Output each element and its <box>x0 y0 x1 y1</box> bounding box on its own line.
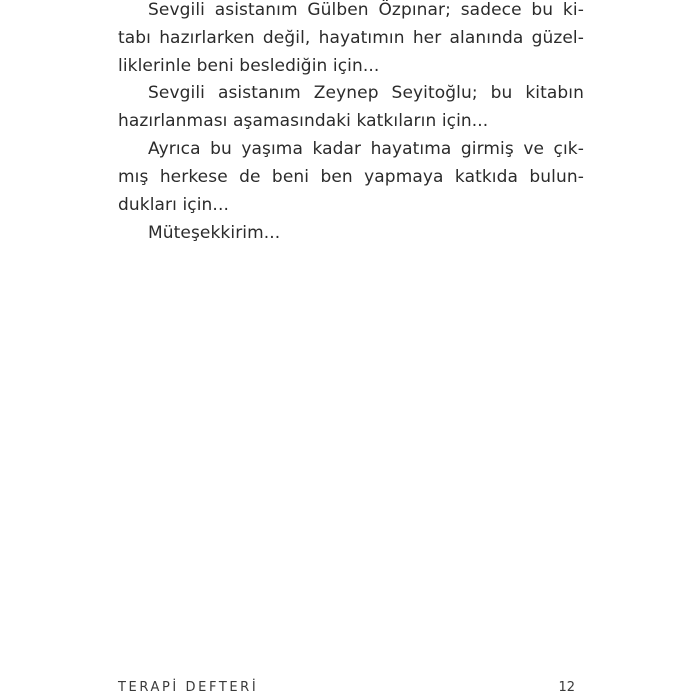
word: değil, <box>262 28 311 48</box>
word: alanında <box>449 28 524 48</box>
word: Gülben <box>307 0 369 20</box>
word: hazırlarken <box>159 28 255 48</box>
word: Zeynep <box>313 83 379 103</box>
word: çık- <box>553 139 584 159</box>
word: katkıda <box>454 167 519 187</box>
paragraph-2-line-2: hazırlanması aşamasındaki katkıların için... <box>118 111 489 131</box>
running-footer-title: TERAPİ DEFTERİ <box>118 680 259 695</box>
word: tabı <box>118 28 151 48</box>
word: mış <box>118 167 149 187</box>
word: kadar <box>312 139 362 159</box>
paragraph-4-line-1: Müteşekkirim... <box>148 223 281 243</box>
word: güzel- <box>531 28 584 48</box>
word: de <box>239 167 261 187</box>
word: Özpınar; <box>378 0 451 20</box>
word: hayatımın <box>318 28 405 48</box>
word: bulun- <box>529 167 584 187</box>
word: Seyitoğlu; <box>391 83 478 103</box>
word: sadece <box>460 0 522 20</box>
word: bu <box>490 83 513 103</box>
paragraph-3-line-3: dukları için... <box>118 195 229 215</box>
word: yapmaya <box>364 167 444 187</box>
paragraph-1-line-3: liklerinle beni beslediğin için... <box>118 56 380 76</box>
word: Sevgili <box>148 83 205 103</box>
word: Ayrıca <box>148 139 201 159</box>
word: bu <box>210 139 232 159</box>
page-number: 12 <box>558 680 575 695</box>
word: her <box>412 28 442 48</box>
word: beni <box>271 167 310 187</box>
word: kitabın <box>525 83 584 103</box>
word: girmiş <box>460 139 514 159</box>
word: yaşıma <box>241 139 303 159</box>
word: ve <box>523 139 545 159</box>
word: ben <box>320 167 353 187</box>
word: hayatıma <box>370 139 452 159</box>
word: ki- <box>562 0 584 20</box>
word: bu <box>531 0 554 20</box>
word: asistanım <box>217 83 301 103</box>
word: herkese <box>159 167 228 187</box>
word: asistanım <box>214 0 298 20</box>
word: Sevgili <box>148 0 205 20</box>
